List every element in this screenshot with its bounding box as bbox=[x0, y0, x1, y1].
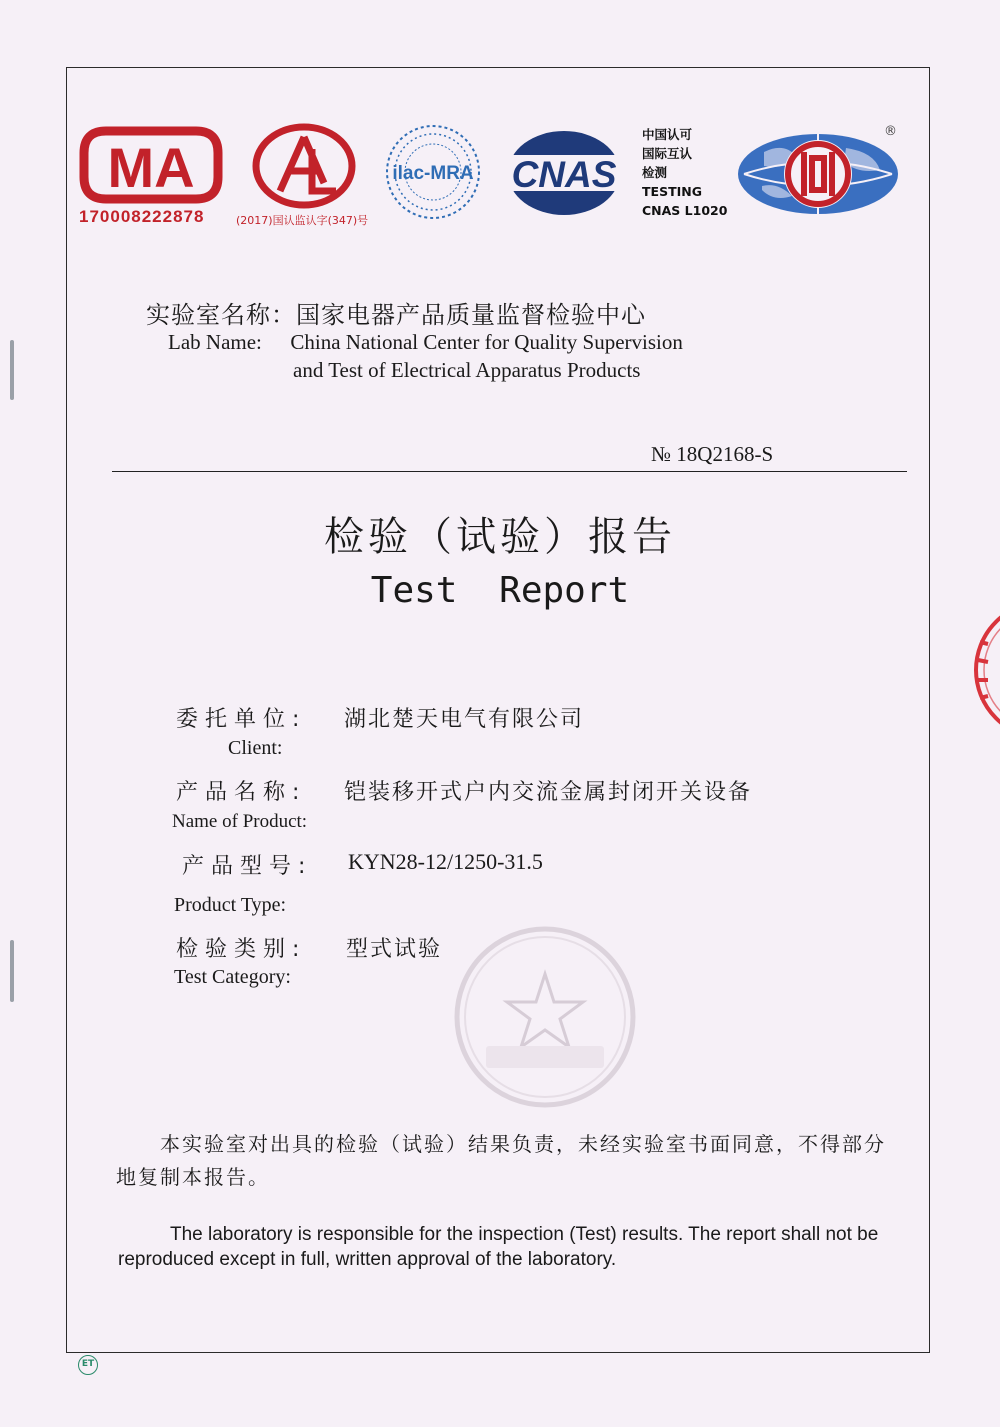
test-category-value: 型式试验 bbox=[346, 937, 443, 962]
registered-mark: ® bbox=[884, 124, 897, 139]
binding-mark-top bbox=[10, 340, 14, 400]
cnas-caption bbox=[642, 125, 727, 220]
binding-mark-bottom bbox=[10, 940, 14, 1002]
cnas-line: 检测 bbox=[642, 165, 668, 180]
cma-text: MA bbox=[107, 136, 195, 199]
client-value: 湖北楚天电气有限公司 bbox=[344, 707, 585, 732]
et-mark-icon: ET bbox=[78, 1355, 98, 1375]
cnas-line: CNAS L1020 bbox=[642, 203, 728, 218]
cnas-line: 国际互认 bbox=[642, 146, 693, 161]
cnas-logo bbox=[503, 128, 625, 218]
test-category-label-cn: 检验类别: bbox=[176, 937, 307, 962]
product-type-label-cn: 产品型号: bbox=[182, 854, 313, 879]
divider-line bbox=[112, 471, 907, 472]
red-seal-fragment bbox=[966, 598, 1000, 742]
product-type-label-en: Product Type: bbox=[174, 894, 287, 916]
cnas-text: CNAS bbox=[511, 154, 617, 195]
notice-cn: 本实验室对出具的检验（试验）结果负责，未经实验室书面同意，不得部分地复制本报告。 bbox=[116, 1132, 886, 1189]
lab-name-en-line1 bbox=[168, 330, 683, 355]
product-name-value: 铠装移开式户内交流金属封闭开关设备 bbox=[344, 780, 753, 805]
lab-name-value: China National Center for Quality Supervision bbox=[290, 330, 683, 354]
report-title-cn: 检验（试验）报告 bbox=[324, 514, 676, 560]
report-number: № 18Q2168-S bbox=[651, 442, 774, 466]
lab-name-cn: 实验室名称：国家电器产品质量监督检验中心 bbox=[146, 301, 646, 329]
cma-logo bbox=[78, 125, 224, 205]
ilac-text: ilac-MRA bbox=[392, 163, 474, 184]
notice-en: The laboratory is responsible for the inspection (Test) results. The report shall not be reproduced except in full, written approval of the laboratory. bbox=[118, 1224, 879, 1270]
cnas-line: TESTING bbox=[642, 184, 702, 199]
lab-name-en-line2: and Test of Electrical Apparatus Products bbox=[293, 358, 641, 382]
client-label-cn: 委托单位: bbox=[176, 707, 307, 732]
client-label-en: Client: bbox=[228, 737, 283, 759]
lab-name-label: Lab Name: bbox=[168, 330, 262, 354]
cnas-line: 中国认可 bbox=[642, 127, 693, 142]
embossed-seal bbox=[450, 922, 640, 1112]
cal-number: (2017)国认监认字(347)号 bbox=[236, 214, 369, 227]
product-name-label-en: Name of Product: bbox=[172, 811, 308, 832]
product-type-value: KYN28-12/1250-31.5 bbox=[348, 849, 543, 874]
cal-logo bbox=[250, 123, 358, 209]
report-title-en: Test Report bbox=[370, 570, 630, 611]
test-category-label-en: Test Category: bbox=[174, 966, 291, 988]
ilac-mra-logo bbox=[380, 122, 486, 222]
product-name-label-cn: 产品名称: bbox=[176, 780, 307, 805]
cma-number: 170008222878 bbox=[79, 207, 205, 226]
ccc-globe-logo bbox=[734, 130, 902, 218]
